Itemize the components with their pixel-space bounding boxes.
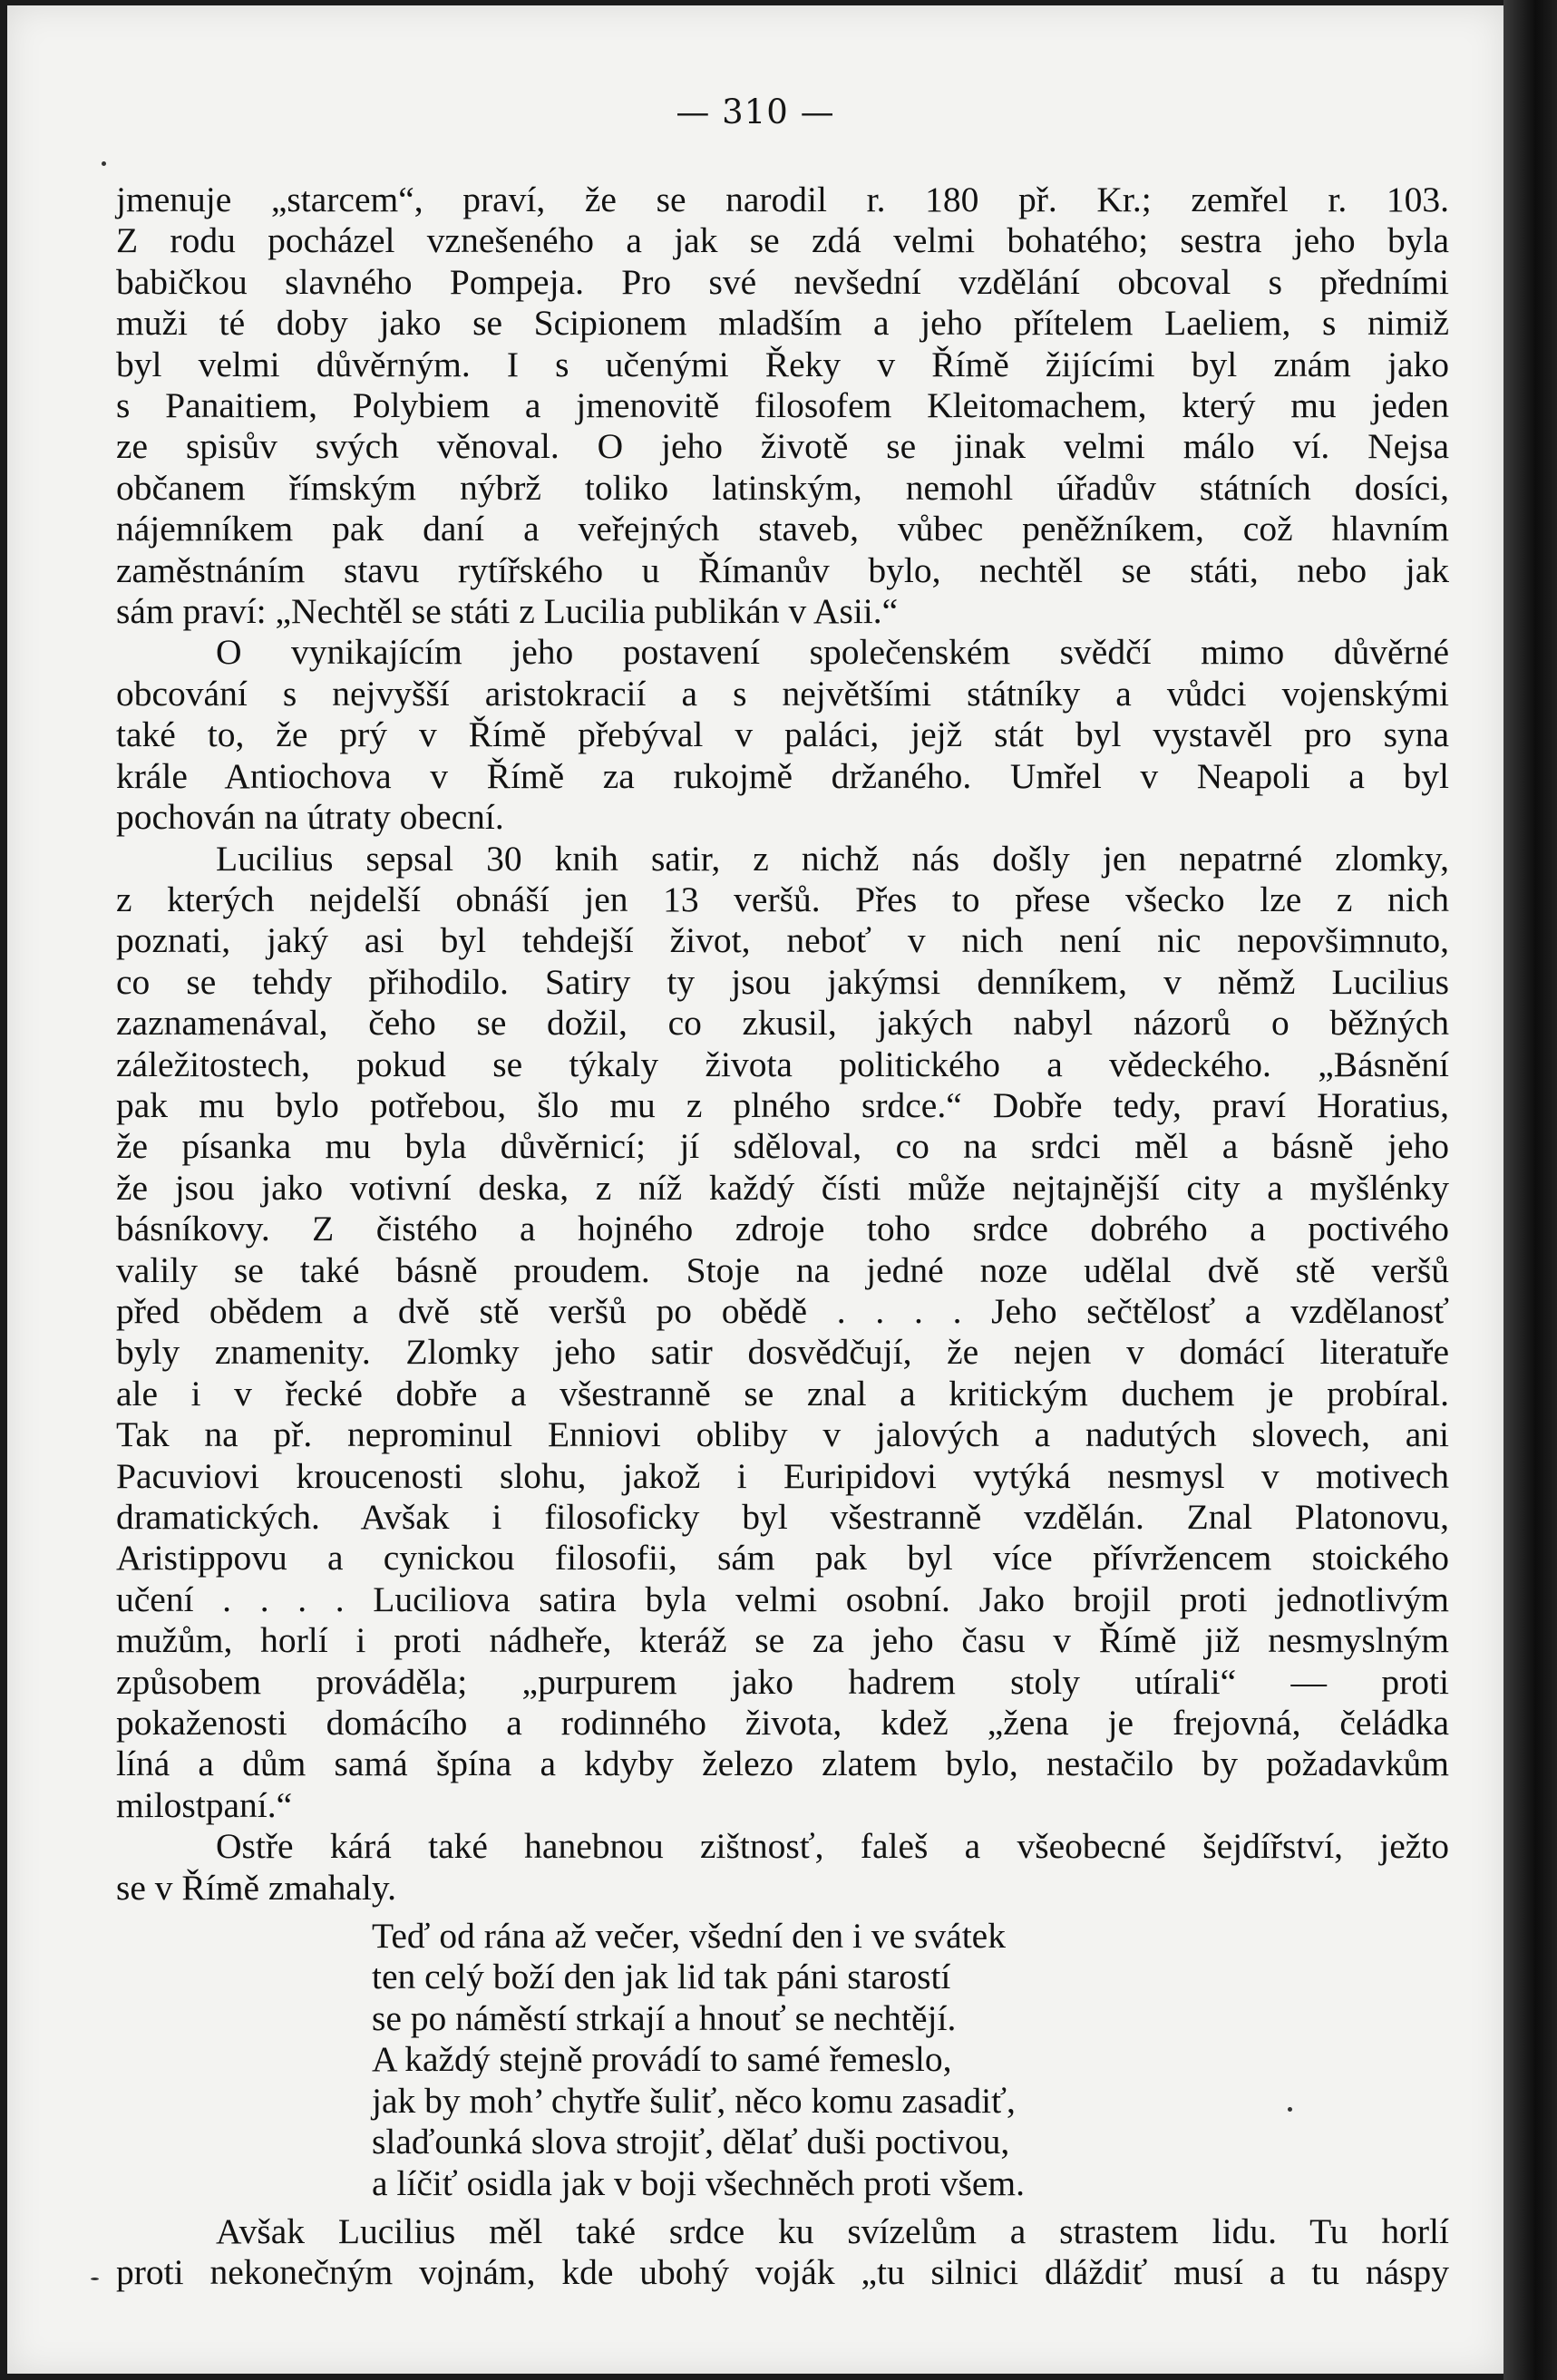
verse-quotation xyxy=(372,1916,1449,2204)
print-speck xyxy=(1288,2107,1292,2112)
text-line: učení . . . . Luciliova satira byla velmi osobní. Jako brojil proti jednotlivým xyxy=(116,1579,1449,1619)
text-line: pokaženosti domácího a rodinného života, kdež „žena je frejovná, čeládka xyxy=(116,1703,1449,1744)
text-line: byl velmi důvěrným. I s učenými Řeky v Římě žijícími byl znám jako xyxy=(116,344,1449,384)
text-line: způsobem prováděla; „purpurem jako hadrem stoly utírali“ — proti xyxy=(116,1661,1449,1702)
paragraph-3 xyxy=(116,839,1449,1827)
paragraph-2 xyxy=(116,632,1449,838)
text-line: s Panaitiem, Polybiem a jmenovitě filosofem Kleitomachem, který mu jeden xyxy=(116,385,1449,426)
text-line: zaměstnáním stavu rytířského u Římanův bylo, nechtěl se státi, nebo jak xyxy=(116,549,1449,590)
paragraph-1 xyxy=(116,180,1449,632)
text-line: obcování s nejvyšší aristokracií a s největšími státníky a vůdci vojenskými xyxy=(116,673,1449,714)
verse-line: se po náměstí strkají a hnouť se nechtějí. xyxy=(372,1997,957,2038)
text-line: poznati, jaký asi byl tehdejší život, neboť v nich není nic nepovšimnuto, xyxy=(116,920,1449,961)
page-number: — 310 — xyxy=(676,92,835,131)
text-line: občanem římským nýbrž toliko latinským, nemohl úřadův státních dosíci, xyxy=(116,467,1449,508)
text-line: jmenuje „starcem“, praví, že se narodil r. 180 př. Kr.; zemřel r. 103. xyxy=(116,180,1449,219)
text-line: ze spisův svých věnoval. O jeho životě se jinak velmi málo ví. Nejsa xyxy=(116,426,1449,467)
verse-line: ten celý boží den jak lid tak páni starostí xyxy=(372,1957,951,1997)
verse-line: A každý stejně provádí to samé řemeslo, xyxy=(372,2039,952,2080)
text-line: pak mu bylo potřebou, šlo mu z plného srdce.“ Dobře tedy, praví Horatius, xyxy=(116,1084,1449,1125)
text-line: Pacuviovi kroucenosti slohu, jakož i Euripidovi vytýká nesmysl v motivech xyxy=(116,1455,1449,1496)
print-speck xyxy=(91,2278,99,2280)
text-line: milostpaní.“ xyxy=(116,1784,293,1825)
text-line: se v Římě zmahaly. xyxy=(116,1867,396,1908)
text-line: pochován na útraty obecní. xyxy=(116,797,504,838)
text-line: že jsou jako votivní deska, z níž každý čísti může nejtajnější city a myšlénky xyxy=(116,1167,1449,1208)
text-line: ale i v řecké dobře a všestranně se znal a kritickým duchem je probíral. xyxy=(116,1373,1449,1413)
text-line: Z rodu pocházel vznešeného a jak se zdá velmi bohatého; sestra jeho byla xyxy=(116,220,1449,261)
book-page xyxy=(7,5,1503,2374)
text-line: sám praví: „Nechtěl se státi z Lucilia publikán v Asii.“ xyxy=(116,591,899,632)
text-line: Ostře kárá také hanebnou zištnosť, faleš a všeobecné šejdířství, ježto xyxy=(216,1826,1449,1867)
text-line: Lucilius sepsal 30 knih satir, z nichž nás došly jen nepatrné zlomky, xyxy=(216,838,1449,879)
text-line: co se tehdy přihodilo. Satiry ty jsou jakýmsi denníkem, v němž Lucilius xyxy=(116,961,1449,1002)
text-line: také to, že prý v Římě přebýval v paláci, jejž stát byl vystavěl pro syna xyxy=(116,714,1449,755)
verse-line: jak by moh’ chytře šuliť, něco komu zasadiť, xyxy=(372,2080,1016,2121)
verse-line: a líčiť osidla jak v boji všechněch proti všem. xyxy=(372,2162,1026,2203)
text-line: mužům, horlí i proti nádheře, kteráž se za jeho času v Římě již nesmyslným xyxy=(116,1620,1449,1661)
text-line: básníkovy. Z čistého a hojného zdroje toho srdce dobrého a poctivého xyxy=(116,1209,1449,1249)
print-speck xyxy=(102,161,106,166)
text-line: že písanka mu byla důvěrnicí; jí sděloval, co na srdci měl a básně jeho xyxy=(116,1126,1449,1167)
verse-line: Teď od rána až večer, všední den i ve svátek xyxy=(372,1916,1006,1957)
text-line: líná a dům samá špína a kdyby železo zlatem bylo, nestačilo by požadavkům xyxy=(116,1744,1449,1784)
text-line: zaznamenával, čeho se dožil, co zkusil, jakých nabyl názorů o běžných xyxy=(116,1003,1449,1044)
body-text xyxy=(116,180,1449,2294)
text-line: záležitostech, pokud se týkaly života politického a vědeckého. „Básnění xyxy=(116,1044,1449,1084)
text-line: proti nekonečným vojnám, kde ubohý voják „tu silnici dláždiť musí a tu náspy xyxy=(116,2252,1449,2293)
text-line: Avšak Lucilius měl také srdce ku svízelům a strastem lidu. Tu horlí xyxy=(216,2210,1449,2251)
verse-line: slaďounká slova strojiť, dělať duši poctivou, xyxy=(372,2122,1010,2162)
text-line: O vynikajícím jeho postavení společenském svědčí mimo důvěrné xyxy=(216,632,1449,673)
text-line: muži té doby jako se Scipionem mladším a jeho přítelem Laeliem, s nimiž xyxy=(116,303,1449,344)
text-line: z kterých nejdelší obnáší jen 13 veršů. Přes to přese všecko lze z nich xyxy=(116,879,1449,919)
text-line: byly znamenity. Zlomky jeho satir dosvědčují, že nejen v domácí literatuře xyxy=(116,1332,1449,1373)
text-line: před obědem a dvě stě veršů po obědě . . . . Jeho sečtělosť a vzdělanosť xyxy=(116,1290,1449,1331)
text-line: dramatických. Avšak i filosoficky byl všestranně vzdělán. Znal Platonovu, xyxy=(116,1497,1449,1537)
text-line: krále Antiochova v Římě za rukojmě držaného. Umřel v Neapoli a byl xyxy=(116,755,1449,796)
text-line: Aristippovu a cynickou filosofii, sám pak byl více přívržencem stoického xyxy=(116,1538,1449,1579)
paragraph-5 xyxy=(116,2211,1449,2294)
paragraph-4 xyxy=(116,1826,1449,1909)
text-line: Tak na př. neprominul Enniovi obliby v jalových a nadutých slovech, ani xyxy=(116,1414,1449,1455)
text-line: valily se také básně proudem. Stoje na jedné noze udělal dvě stě veršů xyxy=(116,1249,1449,1290)
text-line: nájemníkem pak daní a veřejných staveb, vůbec peněžníkem, což hlavním xyxy=(116,509,1449,549)
text-line: babičkou slavného Pompeja. Pro své nevšední vzdělání obcoval s předními xyxy=(116,261,1449,302)
scan-border xyxy=(1503,0,1557,2380)
